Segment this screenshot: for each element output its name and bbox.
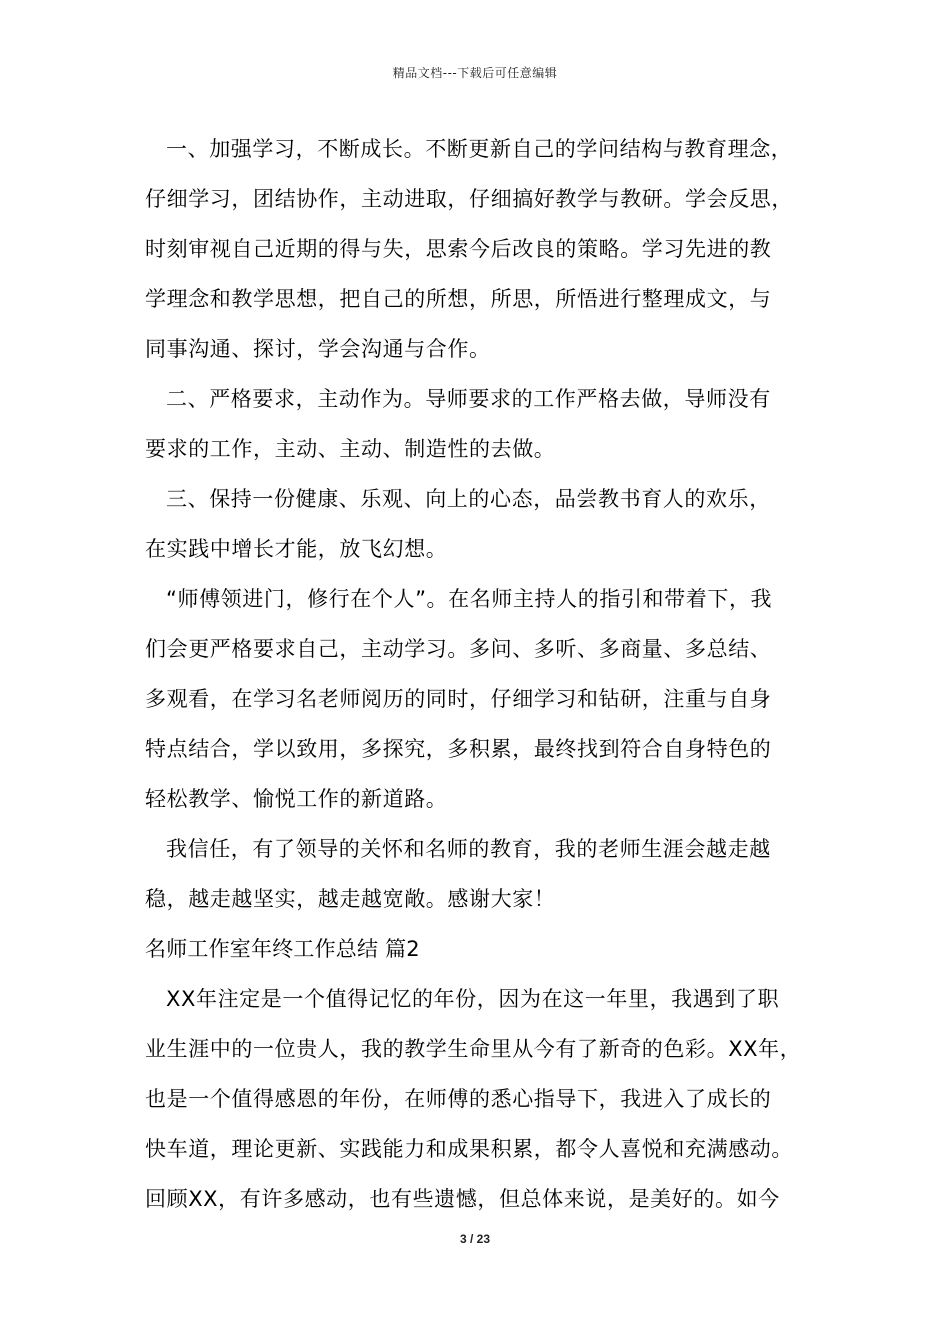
paragraph-line: 业生涯中的一位贵人，我的教学生命里从今有了新奇的色彩。XX年， bbox=[145, 1037, 802, 1061]
paragraph-line: 快车道，理论更新、实践能力和成果积累，都令人喜悦和充满感动。 bbox=[145, 1137, 793, 1161]
page-number: 3 / 23 bbox=[459, 1232, 491, 1246]
paragraph-line: 学理念和教学思想，把自己的所想，所思，所悟进行整理成文，与 bbox=[145, 287, 772, 311]
paragraph-line: 二、严格要求，主动作为。导师要求的工作严格去做，导师没有 bbox=[166, 387, 771, 411]
paragraph-line: XX年注定是一个值得记忆的年份，因为在这一年里，我遇到了职 bbox=[166, 987, 780, 1011]
paragraph-line: 回顾XX，有许多感动，也有些遗憾，但总体来说，是美好的。如今 bbox=[145, 1187, 780, 1211]
paragraph-line: 轻松教学、愉悦工作的新道路。 bbox=[145, 787, 448, 811]
paragraph-line: 我信任，有了领导的关怀和名师的教育，我的老师生涯会越走越 bbox=[166, 837, 771, 861]
paragraph-line: 们会更严格要求自己，主动学习。多问、多听、多商量、多总结、 bbox=[145, 637, 772, 661]
paragraph-line: “师傅领进门，修行在个人”。在名师主持人的指引和带着下，我 bbox=[166, 587, 773, 611]
paragraph-line: 稳，越走越坚实，越走越宽敞。感谢大家！ bbox=[145, 887, 556, 911]
paragraph-line: 特点结合，学以致用，多探究，多积累，最终找到符合自身特色的 bbox=[145, 737, 772, 761]
paragraph-line: 一、加强学习，不断成长。不断更新自己的学问结构与教育理念， bbox=[166, 137, 793, 161]
section-heading: 名师工作室年终工作总结 篇2 bbox=[145, 937, 420, 961]
paragraph-line: 三、保持一份健康、乐观、向上的心态，品尝教书育人的欢乐， bbox=[166, 487, 771, 511]
paragraph-line: 也是一个值得感恩的年份，在师傅的悉心指导下，我进入了成长的 bbox=[145, 1087, 772, 1111]
paragraph-line: 要求的工作，主动、主动、制造性的去做。 bbox=[145, 437, 556, 461]
page-header: 精品文档---下载后可任意编辑 bbox=[392, 66, 558, 80]
paragraph-line: 时刻审视自己近期的得与失，思索今后改良的策略。学习先进的教 bbox=[145, 237, 772, 261]
paragraph-line: 同事沟通、探讨，学会沟通与合作。 bbox=[145, 337, 491, 361]
paragraph-line: 多观看，在学习名老师阅历的同时，仔细学习和钻研，注重与自身 bbox=[145, 687, 772, 711]
document-body bbox=[145, 124, 820, 1224]
paragraph-line: 仔细学习，团结协作，主动进取，仔细搞好教学与教研。学会反思， bbox=[145, 187, 793, 211]
paragraph-line: 在实践中增长才能，放飞幻想。 bbox=[145, 537, 448, 561]
